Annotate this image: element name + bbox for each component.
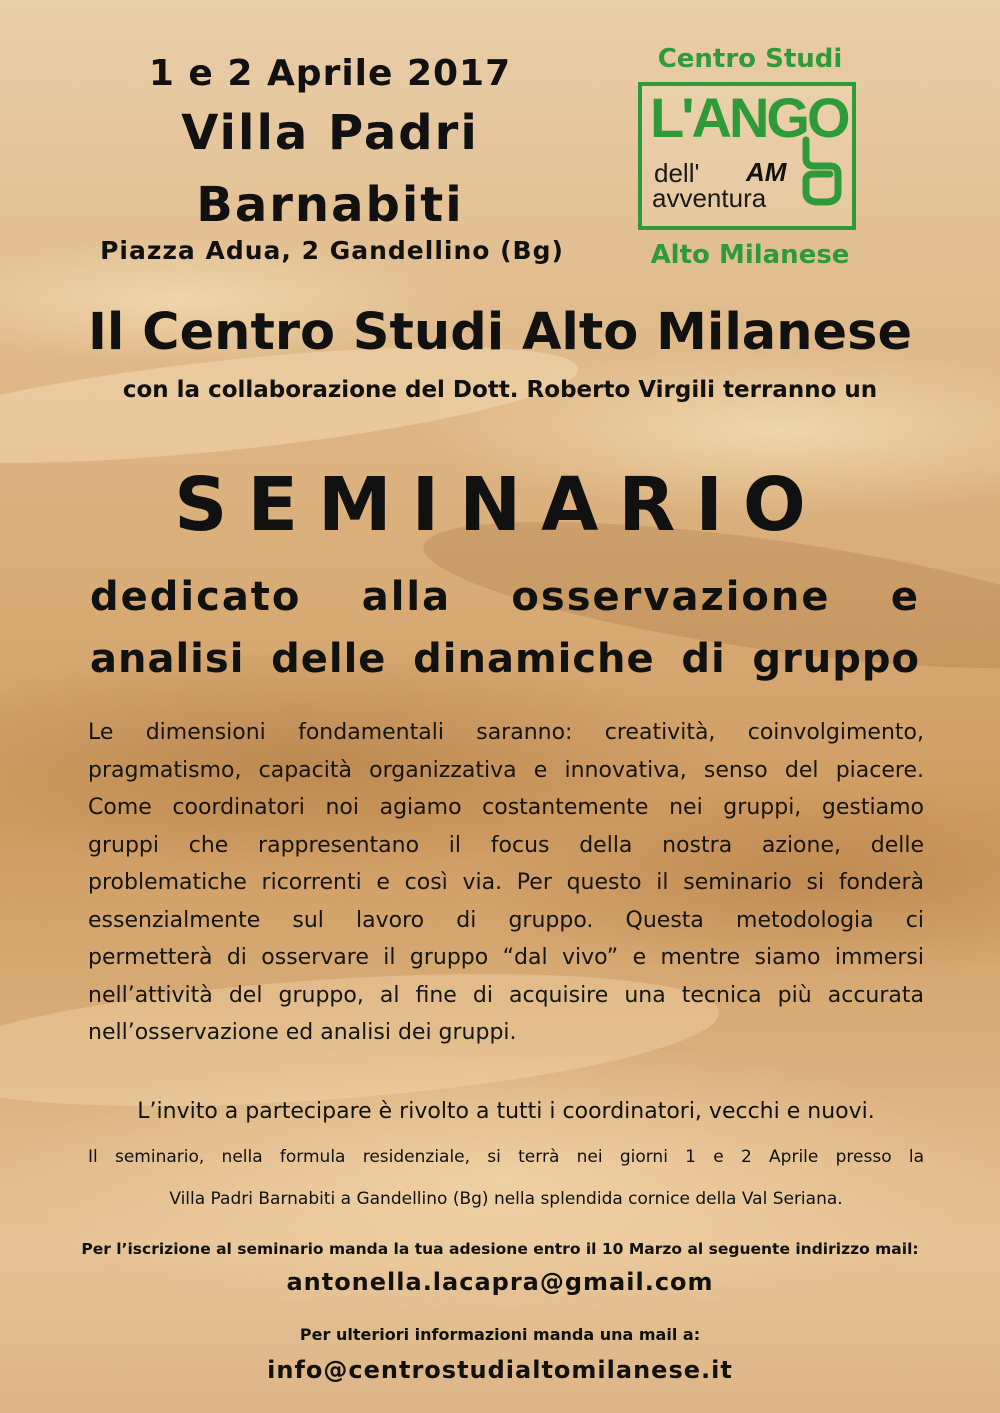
logo-avventura-text: avventura (652, 183, 767, 213)
venue-name-line1: Villa Padri (181, 105, 479, 161)
body-line: Le dimensioni fondamentali saranno: creatività, coinvolgimento, (88, 720, 924, 745)
subtitle-word: alla (361, 574, 452, 620)
event-details (88, 1136, 924, 1220)
body-line: permetterà di osservare il gruppo “dal vivo” e mentre siamo immersi (88, 945, 924, 970)
logo-ring-icon (800, 136, 844, 206)
collaboration-line: con la collaborazione del Dott. Roberto Virgili terranno un (122, 377, 878, 403)
body-line: nell’osservazione ed analisi dei gruppi. (88, 1020, 517, 1045)
body-line: essenzialmente sul lavoro di gruppo. Questa metodologia ci (88, 907, 924, 933)
body-line: Come coordinatori noi agiamo costantemente nei gruppi, gestiamo (88, 795, 924, 820)
logo-brand-text: L'ANGO (650, 86, 848, 149)
logo (638, 82, 856, 230)
body-line: pragmatismo, capacità organizzativa e innovativa, senso del piacere. (88, 757, 924, 783)
body-line: nell’attività del gruppo, al fine di acquisire una tecnica più accurata (88, 982, 924, 1008)
logo-dell-text: dell' (654, 158, 700, 188)
signup-email-link[interactable]: antonella.lacapra@gmail.com (286, 1268, 714, 1296)
more-info-text: Per ulteriori informazioni manda una mail a: (299, 1325, 701, 1344)
subtitle-word: dedicato (90, 574, 302, 620)
subtitle-line2: analisi delle dinamiche di gruppo (90, 636, 920, 682)
details-line: Villa Padri Barnabiti a Gandellino (Bg) nella splendida cornice della Val Seriana. (169, 1189, 843, 1209)
subtitle-word: osservazione (511, 574, 831, 620)
logo-bottom-text: Alto Milanese (650, 240, 850, 270)
organizer-heading: Il Centro Studi Alto Milanese (87, 303, 913, 362)
subtitle-line1 (90, 570, 920, 624)
seminar-title: SEMINARIO (174, 462, 826, 548)
event-date: 1 e 2 Aprile 2017 (148, 53, 512, 94)
venue-name-line2: Barnabiti (196, 177, 464, 233)
details-line: Il seminario, nella formula residenziale, si terrà nei giorni 1 e 2 Aprile presso la (88, 1147, 924, 1167)
body-line: problematiche ricorrenti e così via. Per questo il seminario si fonderà (88, 870, 924, 895)
signup-instructions: Per l’iscrizione al seminario manda la tua adesione entro il 10 Marzo al seguente indirizzo mail: (81, 1240, 919, 1258)
subtitle-word: e (890, 574, 920, 620)
info-email-link[interactable]: info@centrostudialtomilanese.it (267, 1356, 733, 1384)
logo-top-text: Centro Studi (657, 44, 843, 74)
body-line: gruppi che rappresentano il focus della nostra azione, delle (88, 832, 924, 858)
invitation-line: L’invito a partecipare è rivolto a tutti i coordinatori, vecchi e nuovi. (137, 1099, 875, 1124)
logo-am-mark: AM (746, 157, 787, 187)
body-paragraph (88, 714, 924, 1052)
venue-address: Piazza Adua, 2 Gandellino (Bg) (100, 236, 564, 265)
